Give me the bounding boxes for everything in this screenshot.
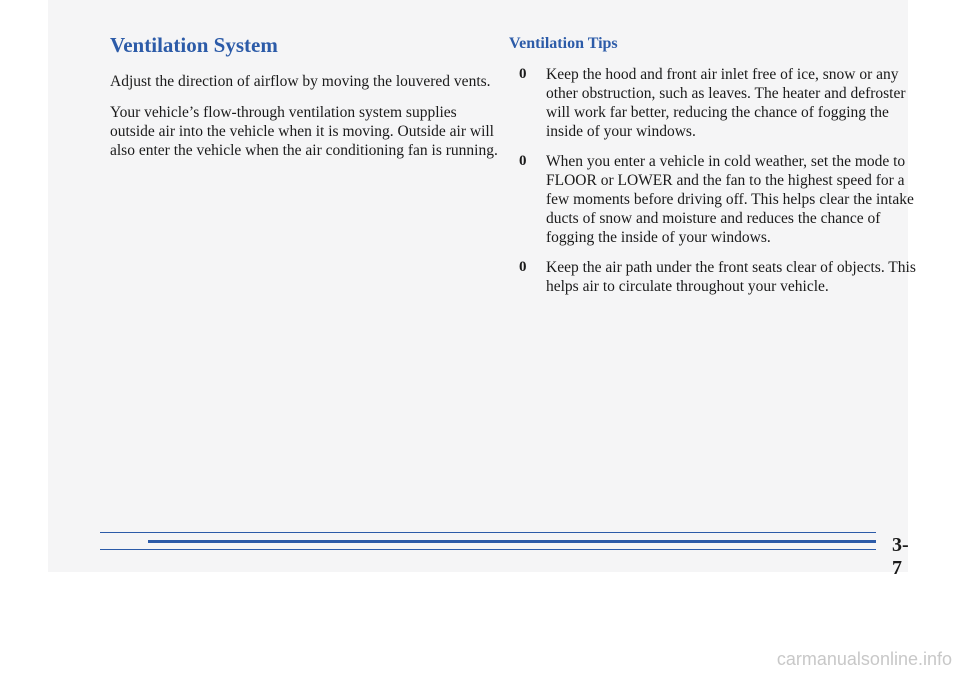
tip-text: Keep the air path under the front seats clear of objects. This helps air to circulate throughout your vehicle. — [546, 259, 916, 295]
tip-text: When you enter a vehicle in cold weather, set the mode to FLOOR or LOWER and the fan to the highest speed for a few moments before driving off. This helps clear the intake ducts of snow and moisture and reduces the chance of fogging the inside of your windows. — [546, 153, 914, 246]
flow-through-paragraph: Your vehicle’s flow-through ventilation system supplies outside air into the vehicle when it is moving. Outside air will also enter the vehicle when the air conditioning fan is running. — [110, 104, 498, 159]
tip-item — [509, 65, 929, 141]
footer-rule-top — [100, 532, 876, 533]
bullet-icon: 0 — [519, 153, 527, 169]
bullet-icon: 0 — [519, 66, 527, 82]
intro-paragraph: Adjust the direction of airflow by moving the louvered vents. — [110, 73, 491, 90]
left-column — [110, 33, 500, 172]
watermark-site[interactable]: carmanualsonline.info — [776, 649, 952, 669]
page-number: 3-7 — [892, 534, 909, 579]
bullet-icon: 0 — [519, 259, 527, 275]
tip-item — [509, 258, 929, 296]
tips-list — [509, 65, 929, 296]
footer-rule-bottom — [100, 549, 876, 550]
footer-rule-main — [148, 540, 876, 543]
tip-text: Keep the hood and front air inlet free of ice, snow or any other obstruction, such as leaves. The heater and defroster will work far better, reducing the chance of fogging the inside of your windows. — [546, 66, 906, 140]
section-heading: Ventilation System — [110, 33, 278, 57]
tips-heading: Ventilation Tips — [509, 35, 618, 52]
manual-page — [48, 0, 916, 579]
right-column — [509, 33, 929, 307]
tip-item — [509, 152, 929, 247]
